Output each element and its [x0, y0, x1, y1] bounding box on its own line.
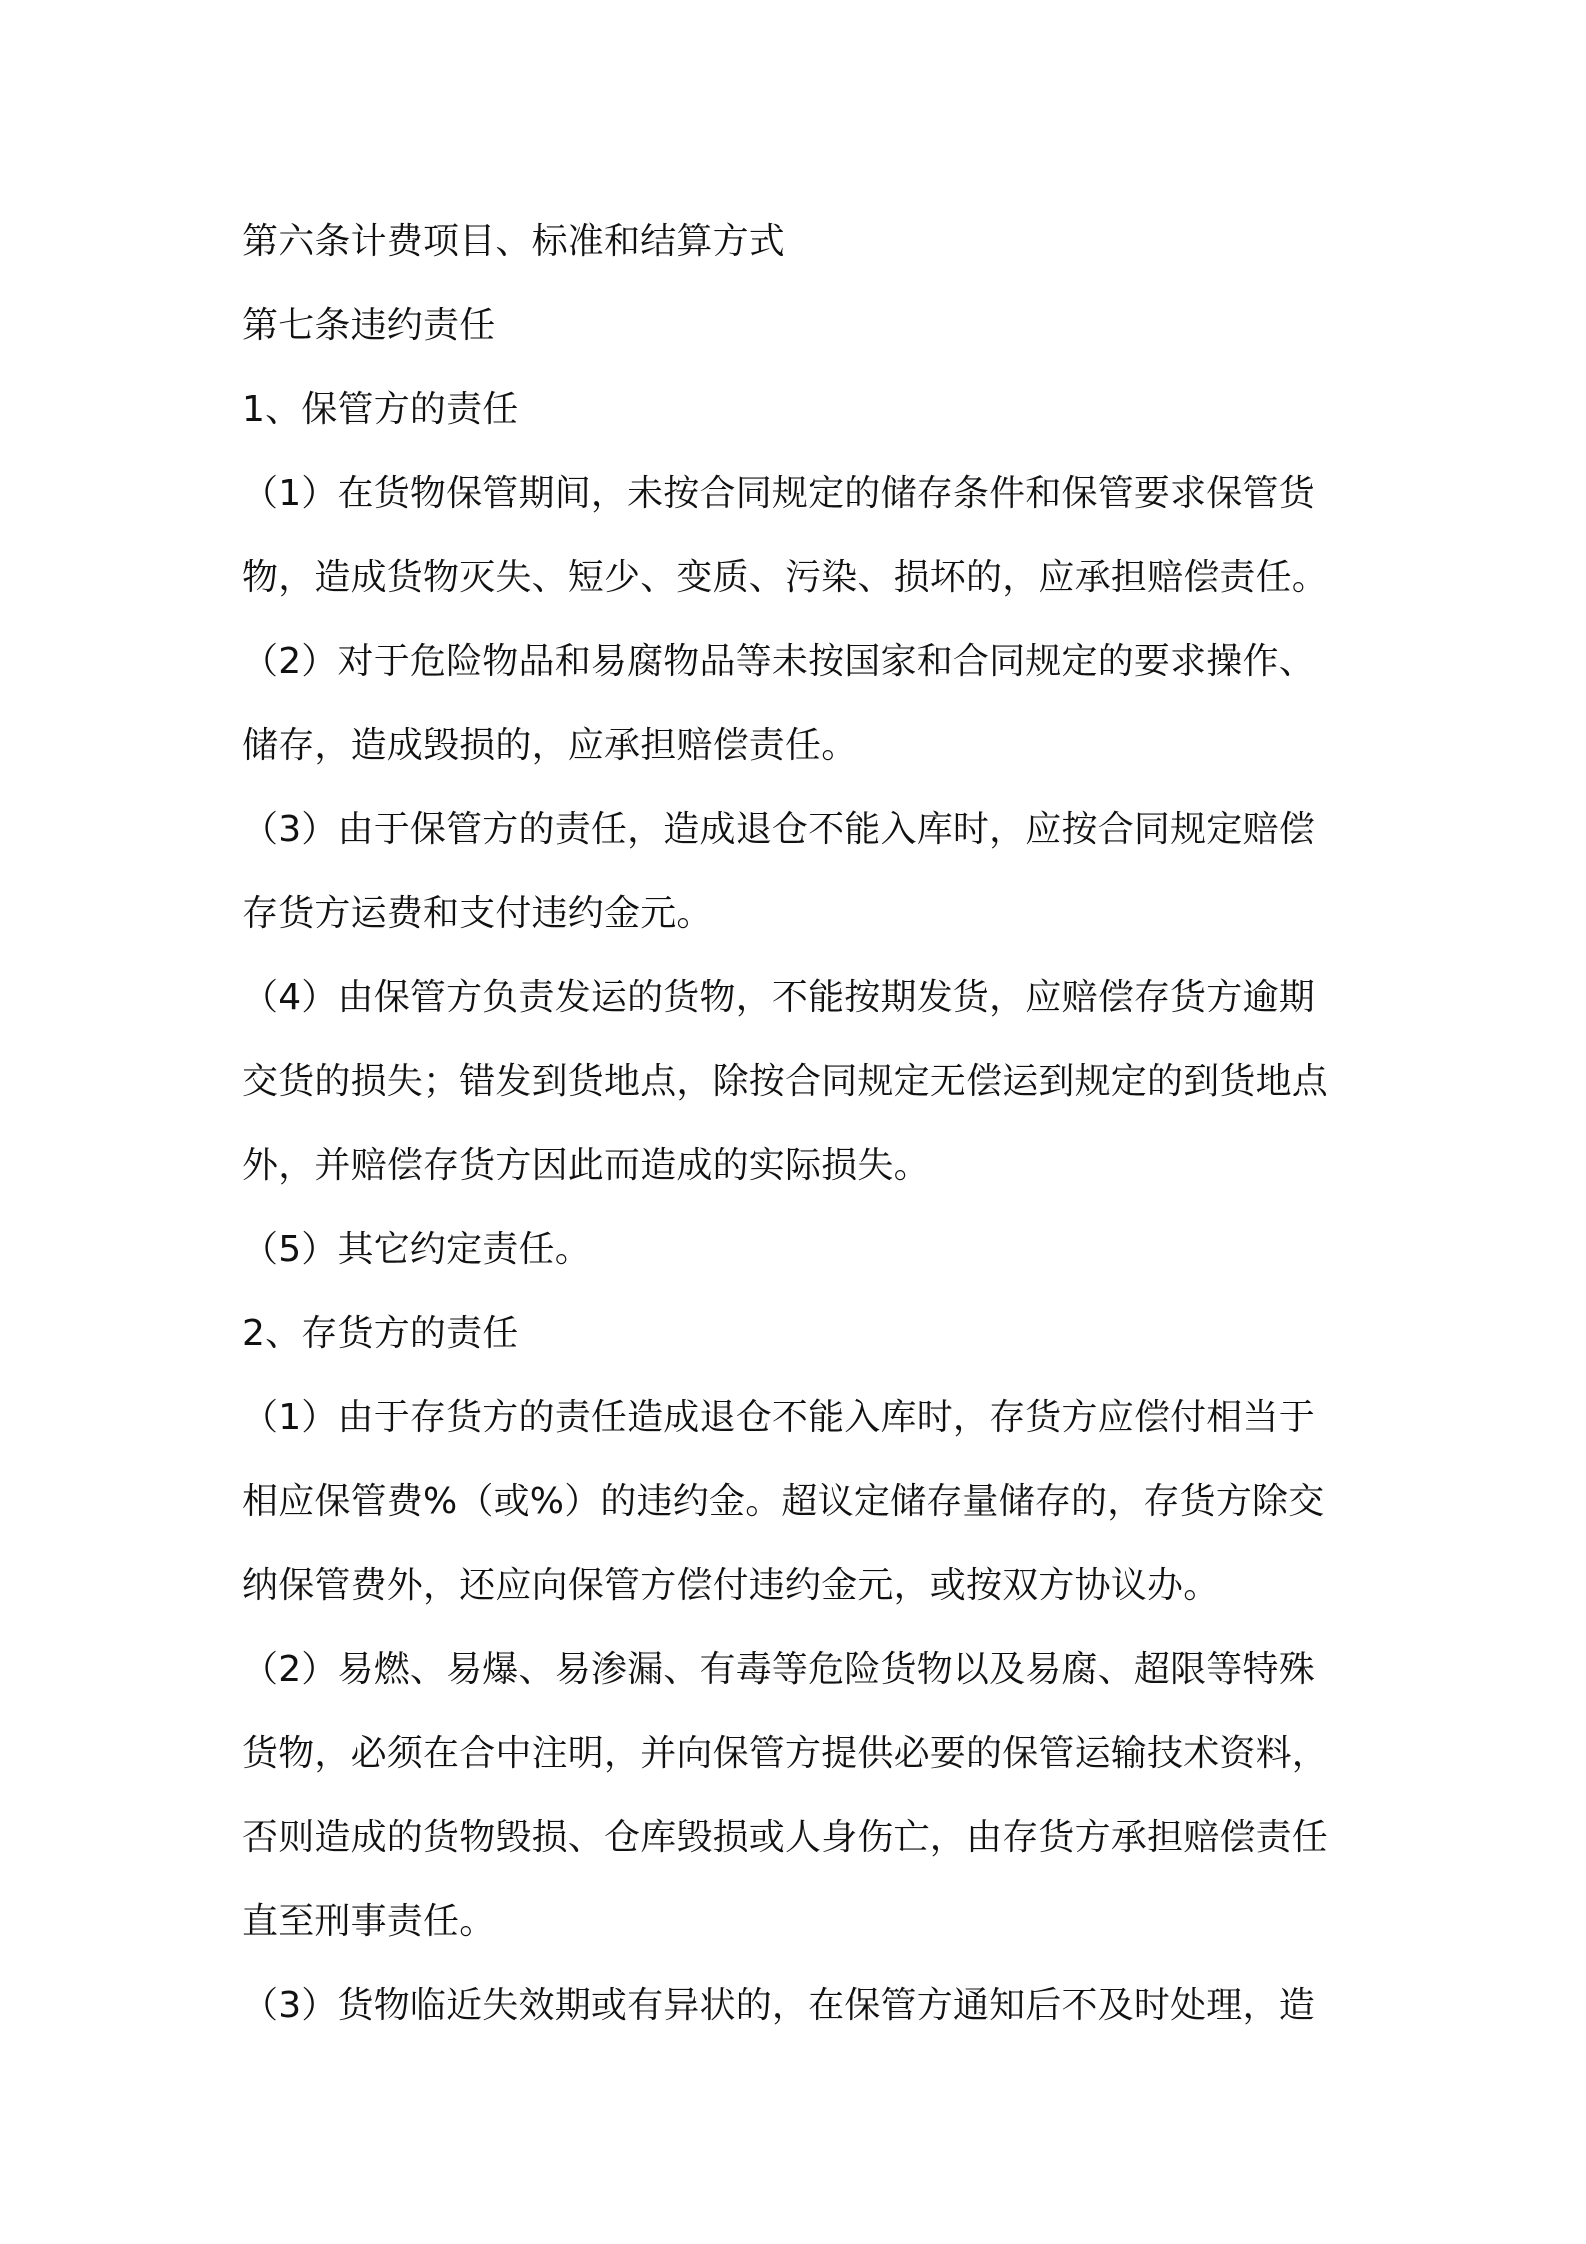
paragraph-line: （1）由于存货方的责任造成退仓不能入库时，存货方应偿付相当于	[242, 1397, 1315, 1438]
paragraph-line: （1）在货物保管期间，未按合同规定的储存条件和保管要求保管货	[242, 473, 1315, 514]
paragraph-line: 相应保管费%（或%）的违约金。超议定储存量储存的，存货方除交	[242, 1481, 1325, 1522]
paragraph-line: （5）其它约定责任。	[242, 1229, 591, 1270]
article-7-heading: 第七条违约责任	[242, 305, 496, 346]
section-1-heading: 1、保管方的责任	[242, 389, 519, 430]
paragraph-line: 交货的损失；错发到货地点，除按合同规定无偿运到规定的到货地点	[242, 1061, 1329, 1102]
paragraph-line: 储存，造成毁损的，应承担赔偿责任。	[242, 725, 858, 766]
paragraph-line: （2）对于危险物品和易腐物品等未按国家和合同规定的要求操作、	[242, 641, 1315, 682]
paragraph-line: （2）易燃、易爆、易渗漏、有毒等危险货物以及易腐、超限等特殊	[242, 1649, 1315, 1690]
paragraph-line: 外，并赔偿存货方因此而造成的实际损失。	[242, 1145, 930, 1186]
paragraph-line: （3）货物临近失效期或有异状的，在保管方通知后不及时处理，造	[242, 1985, 1315, 2026]
paragraph-line: 纳保管费外，还应向保管方偿付违约金元，或按双方协议办。	[242, 1565, 1220, 1606]
paragraph-line: （4）由保管方负责发运的货物，不能按期发货，应赔偿存货方逾期	[242, 977, 1315, 1018]
paragraph-line: 否则造成的货物毁损、仓库毁损或人身伤亡，由存货方承担赔偿责任	[242, 1817, 1329, 1858]
paragraph-line: 货物，必须在合中注明，并向保管方提供必要的保管运输技术资料，	[242, 1733, 1329, 1774]
paragraph-line: （3）由于保管方的责任，造成退仓不能入库时，应按合同规定赔偿	[242, 809, 1315, 850]
paragraph-line: 直至刑事责任。	[242, 1901, 496, 1942]
section-2-heading: 2、存货方的责任	[242, 1313, 519, 1354]
article-6-heading: 第六条计费项目、标准和结算方式	[242, 221, 786, 262]
paragraph-line: 存货方运费和支付违约金元。	[242, 893, 713, 934]
document-body	[242, 200, 1360, 2048]
paragraph-line: 物，造成货物灭失、短少、变质、污染、损坏的，应承担赔偿责任。	[242, 557, 1329, 598]
